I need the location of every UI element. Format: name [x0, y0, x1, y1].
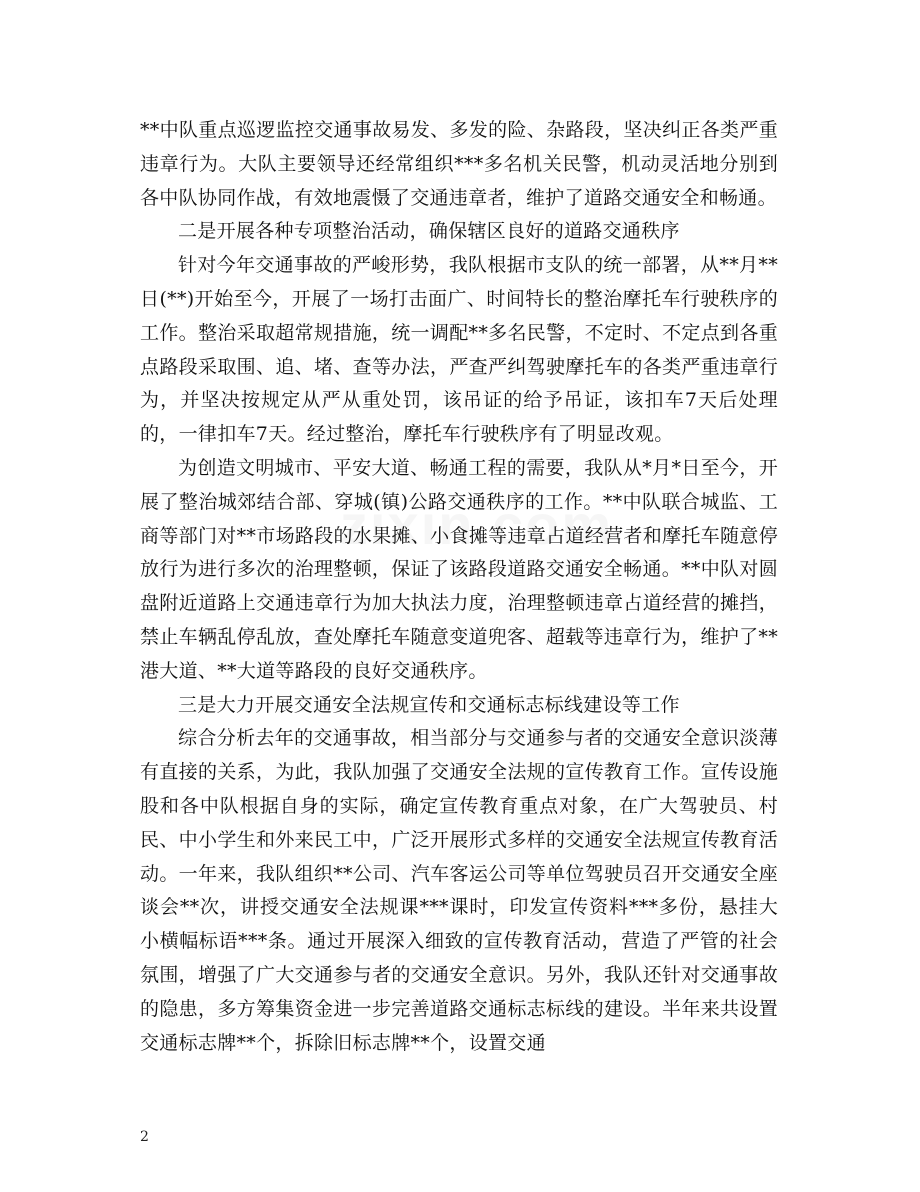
paragraph-4: 为创造文明城市、平安大道、畅通工程的需要，我队从*月*日至今，开展了整治城郊结合部、穿城(镇)公路交通秩序的工作。**中队联合城监、工商等部门对**市场路段的水果摊、小食摊等违章占道经营者和摩托车随意停放行为进行多次的治理整顿，保证了该路段道路交通安全畅通。**中队对圆盘附近道路上交通违章行为加大执法力度，治理整顿违章占道经营的摊挡，禁止车辆乱停乱放，查处摩托车随意变道兜客、超载等违章行为，维护了**港大道、**大道等路段的良好交通秩序。 — [140, 456, 778, 682]
document-body — [140, 114, 778, 1060]
section-heading-2: 二是开展各种专项整治活动，确保辖区良好的道路交通秩序 — [178, 220, 680, 243]
paragraph-1: **中队重点巡逻监控交通事故易发、多发的险、杂路段，坚决纠正各类严重违章行为。大队主要领导还经常组织***多名机关民警，机动灵活地分别到各中队协同作战，有效地震慑了交通违章者，维护了道路交通安全和畅通。 — [140, 119, 778, 209]
section-heading-3: 三是大力开展交通安全法规宣传和交通标志标线建设等工作 — [178, 693, 680, 716]
page-number: 2 — [140, 1129, 149, 1145]
paragraph-6: 综合分析去年的交通事故，相当部分与交通参与者的交通安全意识淡薄有直接的关系，为此，我队加强了交通安全法规的宣传教育工作。宣传设施股和各中队根据自身的实际，确定宣传教育重点对象，在广大驾驶员、村民、中小学生和外来民工中，广泛开展形式多样的交通安全法规宣传教育活动。一年来，我队组织**公司、汽车客运公司等单位驾驶员召开交通安全座谈会**次，讲授交通安全法规课***课时，印发宣传资料***多份，悬挂大小横幅标语***条。通过开展深入细致的宣传教育活动，营造了严管的社会氛围，增强了广大交通参与者的交通安全意识。另外，我队还针对交通事故的隐患，多方筹集资金进一步完善道路交通标志标线的建设。半年来共设置交通标志牌**个，拆除旧标志牌**个，设置交通 — [140, 727, 778, 1054]
paragraph-3: 针对今年交通事故的严峻形势，我队根据市支队的统一部署，从**月**日(**)开始至今，开展了一场打击面广、时间特长的整治摩托车行驶秩序的工作。整治采取超常规措施，统一调配**多名民警，不定时、不定点到各重点路段采取围、追、堵、查等办法，严查严纠驾驶摩托车的各类严重违章行为，并坚决按规定从严从重处罚，该吊证的给予吊证，该扣车7天后处理的，一律扣车7天。经过整治，摩托车行驶秩序有了明显改观。 — [140, 254, 778, 446]
